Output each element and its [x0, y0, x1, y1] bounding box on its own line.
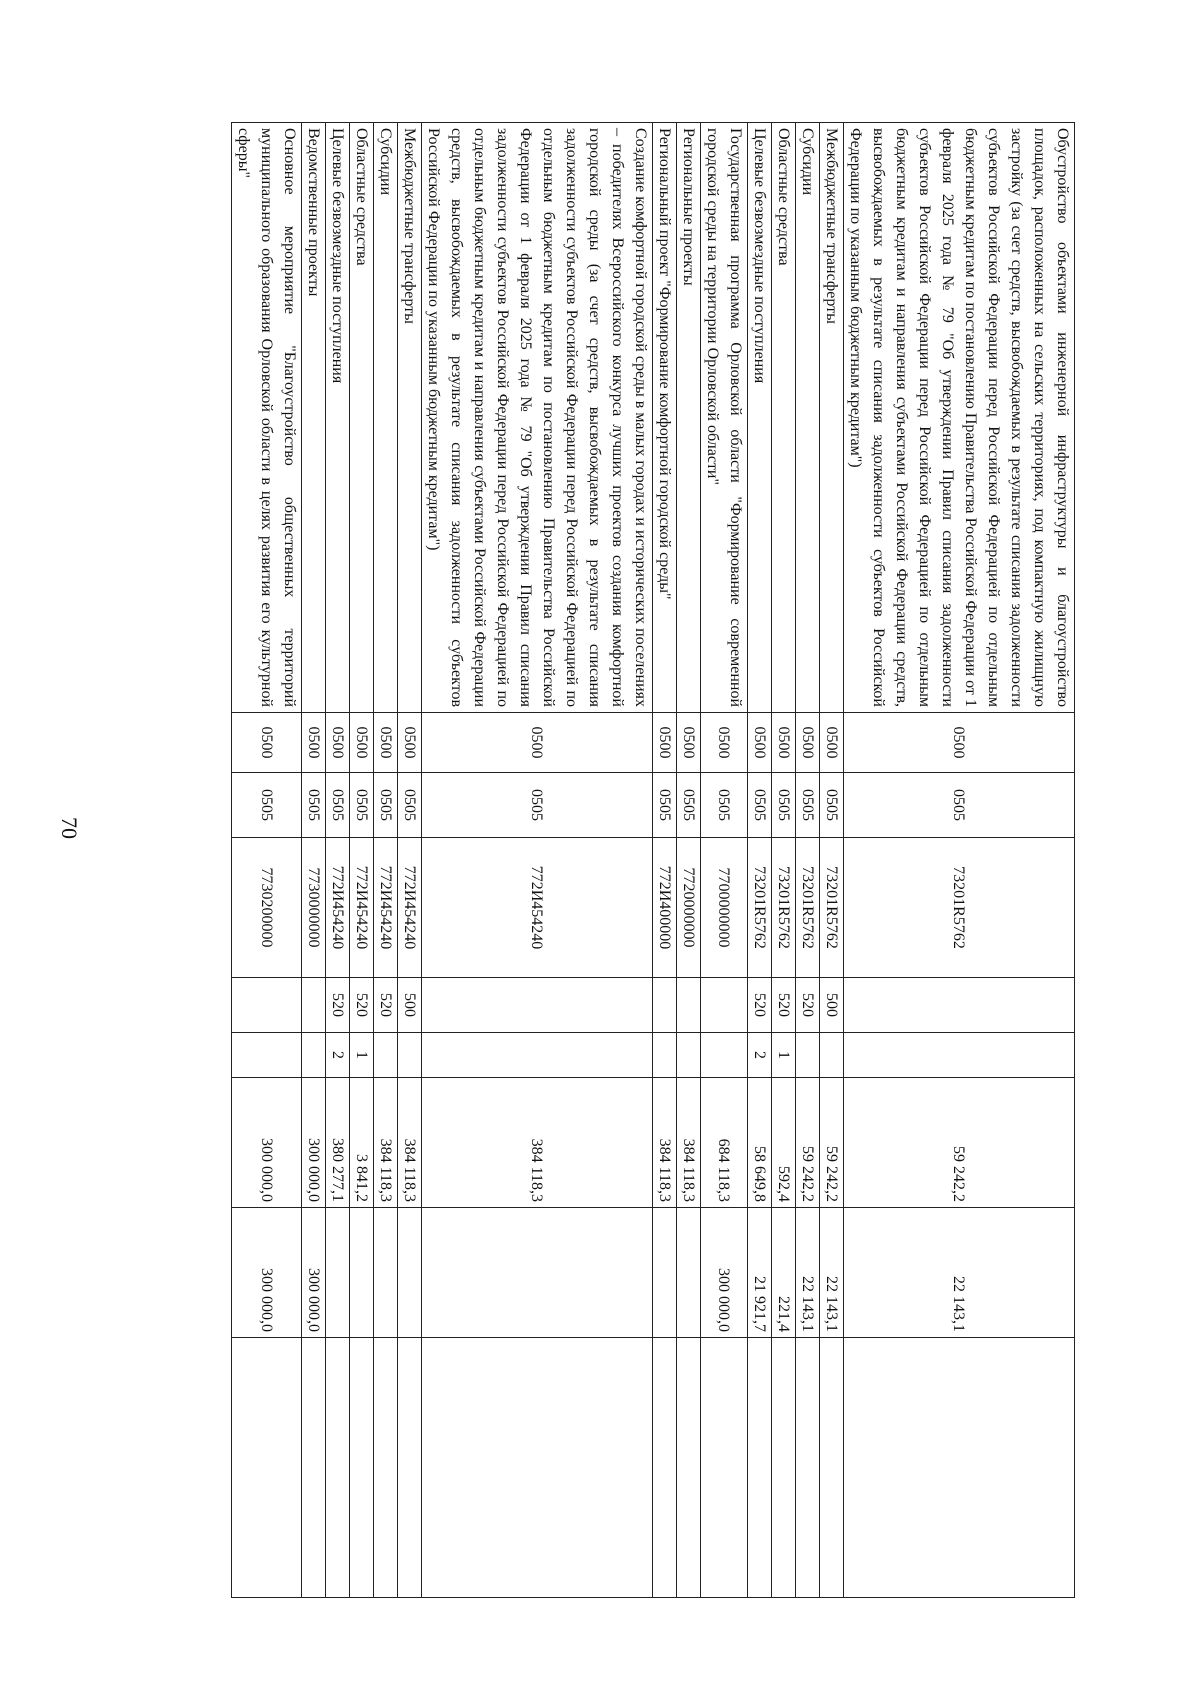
row-csr: 73201R5762: [772, 838, 796, 978]
row-name: Целевые безвозмездные поступления: [748, 123, 772, 713]
row-vr: [677, 978, 701, 1033]
row-amount-3: [422, 1338, 653, 1598]
row-amount-1: 380 277,1: [326, 1078, 350, 1208]
row-name: Субсидии: [374, 123, 398, 713]
row-amount-1: 684 118,3: [701, 1078, 748, 1208]
row-csr: 7730200000: [232, 838, 302, 978]
row-razdel: 0500: [422, 713, 653, 773]
row-vr: 500: [398, 978, 422, 1033]
table-row: [232, 123, 302, 1598]
row-kv: [422, 1033, 653, 1078]
row-amount-1: 58 649,8: [748, 1078, 772, 1208]
row-amount-1: 300 000,0: [232, 1078, 302, 1208]
row-razdel: 0500: [232, 713, 302, 773]
row-kv: [701, 1033, 748, 1078]
row-amount-3: [302, 1338, 326, 1598]
row-amount-2: 300 000,0: [302, 1208, 326, 1338]
row-name: Ведомственные проекты: [302, 123, 326, 713]
row-razdel: 0500: [748, 713, 772, 773]
table-row: [653, 123, 677, 1598]
row-csr: 73201R5762: [796, 838, 820, 978]
row-name: Региональные проекты: [677, 123, 701, 713]
row-podrazdel: 0505: [844, 773, 1075, 838]
budget-table: [231, 122, 1075, 1598]
row-amount-2: 21 921,7: [748, 1208, 772, 1338]
row-amount-2: 221,4: [772, 1208, 796, 1338]
row-podrazdel: 0505: [398, 773, 422, 838]
row-amount-2: 22 143,1: [844, 1208, 1075, 1338]
row-amount-3: [374, 1338, 398, 1598]
row-vr: 500: [820, 978, 844, 1033]
row-razdel: 0500: [701, 713, 748, 773]
row-razdel: 0500: [796, 713, 820, 773]
row-vr: [844, 978, 1075, 1033]
row-vr: [302, 978, 326, 1033]
row-amount-3: [677, 1338, 701, 1598]
row-amount-1: 300 000,0: [302, 1078, 326, 1208]
row-amount-3: [796, 1338, 820, 1598]
row-amount-2: [326, 1208, 350, 1338]
row-vr: [653, 978, 677, 1033]
row-vr: 520: [326, 978, 350, 1033]
row-vr: 520: [374, 978, 398, 1033]
row-podrazdel: 0505: [653, 773, 677, 838]
row-kv: [844, 1033, 1075, 1078]
row-amount-2: [374, 1208, 398, 1338]
row-csr: 772И454240: [350, 838, 374, 978]
row-razdel: 0500: [326, 713, 350, 773]
row-kv: [796, 1033, 820, 1078]
row-amount-3: [232, 1338, 302, 1598]
row-vr: [232, 978, 302, 1033]
table-row: [398, 123, 422, 1598]
row-name: Целевые безвозмездные поступления: [326, 123, 350, 713]
row-amount-2: 300 000,0: [701, 1208, 748, 1338]
row-amount-1: 384 118,3: [653, 1078, 677, 1208]
row-amount-1: 3 841,2: [350, 1078, 374, 1208]
row-kv: [374, 1033, 398, 1078]
row-amount-3: [350, 1338, 374, 1598]
table-row: [422, 123, 653, 1598]
row-razdel: 0500: [350, 713, 374, 773]
row-amount-2: 22 143,1: [820, 1208, 844, 1338]
row-podrazdel: 0505: [748, 773, 772, 838]
row-amount-3: [398, 1338, 422, 1598]
row-amount-1: 59 242,2: [820, 1078, 844, 1208]
row-vr: [701, 978, 748, 1033]
row-podrazdel: 0505: [677, 773, 701, 838]
row-kv: [302, 1033, 326, 1078]
row-amount-3: [772, 1338, 796, 1598]
page-number: 70: [57, 817, 82, 839]
row-podrazdel: 0505: [796, 773, 820, 838]
row-amount-3: [844, 1338, 1075, 1598]
row-amount-2: [398, 1208, 422, 1338]
row-podrazdel: 0505: [701, 773, 748, 838]
row-amount-1: 592,4: [772, 1078, 796, 1208]
row-csr: 73201R5762: [748, 838, 772, 978]
row-kv: [677, 1033, 701, 1078]
table-row: [796, 123, 820, 1598]
row-amount-1: 384 118,3: [677, 1078, 701, 1208]
table-row: [820, 123, 844, 1598]
row-amount-3: [820, 1338, 844, 1598]
row-amount-1: 384 118,3: [422, 1078, 653, 1208]
row-amount-3: [326, 1338, 350, 1598]
row-razdel: 0500: [772, 713, 796, 773]
table-row: [326, 123, 350, 1598]
row-csr: 772И454240: [398, 838, 422, 978]
table-row: [844, 123, 1075, 1598]
row-name: Обустройство объектами инженерной инфраструктуры и благоустройство площадок, расположенных на сельских территориях, под компактную жилищную застройку (за счет средств, высвобождаемых в результате списания задолженности субъектов Российской Федерации перед Российской Федерацией по отдельным бюджетным кредитам по постановлению Правительства Российской Федерации от 1 февраля 2025 года № 79 "Об утверждении Правил списания задолженности субъектов Российской Федерации перед Российской Федерацией по отдельным бюджетным кредитам и направления субъектами Российской Федерации средств, высвобождаемых в результате списания задолженности субъектов Российской Федерации по указанным бюджетным кредитам"): [844, 123, 1075, 713]
row-amount-2: [677, 1208, 701, 1338]
row-name: Областные средства: [772, 123, 796, 713]
row-csr: 73201R5762: [844, 838, 1075, 978]
row-razdel: 0500: [653, 713, 677, 773]
row-kv: 2: [748, 1033, 772, 1078]
row-amount-2: 300 000,0: [232, 1208, 302, 1338]
row-amount-3: [748, 1338, 772, 1598]
row-amount-2: 22 143,1: [796, 1208, 820, 1338]
row-kv: [232, 1033, 302, 1078]
row-podrazdel: 0505: [350, 773, 374, 838]
row-name: Областные средства: [350, 123, 374, 713]
table-row: [302, 123, 326, 1598]
row-kv: [398, 1033, 422, 1078]
row-name: Государственная программа Орловской области "Формирование современной городской среды на территории Орловской области": [701, 123, 748, 713]
row-csr: 772И454240: [422, 838, 653, 978]
row-name: Субсидии: [796, 123, 820, 713]
row-amount-1: 384 118,3: [398, 1078, 422, 1208]
rotated-table-wrapper: [231, 122, 1075, 1597]
row-amount-2: [350, 1208, 374, 1338]
row-podrazdel: 0505: [820, 773, 844, 838]
row-razdel: 0500: [398, 713, 422, 773]
row-podrazdel: 0505: [374, 773, 398, 838]
row-amount-1: 59 242,2: [844, 1078, 1075, 1208]
row-kv: [653, 1033, 677, 1078]
table-row: [350, 123, 374, 1598]
row-podrazdel: 0505: [326, 773, 350, 838]
row-amount-2: [653, 1208, 677, 1338]
row-kv: 2: [326, 1033, 350, 1078]
row-amount-1: 384 118,3: [374, 1078, 398, 1208]
row-razdel: 0500: [302, 713, 326, 773]
row-vr: 520: [748, 978, 772, 1033]
row-vr: 520: [772, 978, 796, 1033]
row-amount-2: [422, 1208, 653, 1338]
table-row: [677, 123, 701, 1598]
row-name: Межбюджетные трансферты: [398, 123, 422, 713]
row-podrazdel: 0505: [302, 773, 326, 838]
row-razdel: 0500: [374, 713, 398, 773]
row-podrazdel: 0505: [422, 773, 653, 838]
row-vr: 520: [350, 978, 374, 1033]
row-csr: 772И454240: [374, 838, 398, 978]
row-csr: 772И454240: [326, 838, 350, 978]
row-amount-1: 59 242,2: [796, 1078, 820, 1208]
row-csr: 7700000000: [701, 838, 748, 978]
row-razdel: 0500: [677, 713, 701, 773]
row-amount-3: [701, 1338, 748, 1598]
table-row: [374, 123, 398, 1598]
row-kv: [820, 1033, 844, 1078]
row-podrazdel: 0505: [772, 773, 796, 838]
row-razdel: 0500: [844, 713, 1075, 773]
table-row: [701, 123, 748, 1598]
row-name: Региональный проект "Формирование комфортной городской среды": [653, 123, 677, 713]
row-name: Создание комфортной городской среды в малых городах и исторических поселениях – победителях Всероссийского конкурса лучших проектов создания комфортной городской среды (за счет средств, высвобождаемых в результате списания задолженности субъектов Российской Федерации перед Российской Федерацией по отдельным бюджетным кредитам по постановлению Правительства Российской Федерации от 1 февраля 2025 года № 79 "Об утверждении Правил списания задолженности субъектов Российской Федерации перед Российской Федерацией по отдельным бюджетным кредитам и направления субъектами Российской Федерации средств, высвобождаемых в результате списания задолженности субъектов Российской Федерации по указанным бюджетным кредитам"): [422, 123, 653, 713]
row-kv: 1: [350, 1033, 374, 1078]
row-amount-3: [653, 1338, 677, 1598]
row-razdel: 0500: [820, 713, 844, 773]
row-csr: 73201R5762: [820, 838, 844, 978]
row-csr: 772И400000: [653, 838, 677, 978]
row-vr: 520: [796, 978, 820, 1033]
row-csr: 7720000000: [677, 838, 701, 978]
row-csr: 7730000000: [302, 838, 326, 978]
table-row: [772, 123, 796, 1598]
row-name: Основное мероприятие "Благоустройство общественных территорий муниципального образования Орловской области в целях развития его культурной сферы": [232, 123, 302, 713]
row-name: Межбюджетные трансферты: [820, 123, 844, 713]
row-podrazdel: 0505: [232, 773, 302, 838]
row-kv: 1: [772, 1033, 796, 1078]
row-vr: [422, 978, 653, 1033]
table-row: [748, 123, 772, 1598]
